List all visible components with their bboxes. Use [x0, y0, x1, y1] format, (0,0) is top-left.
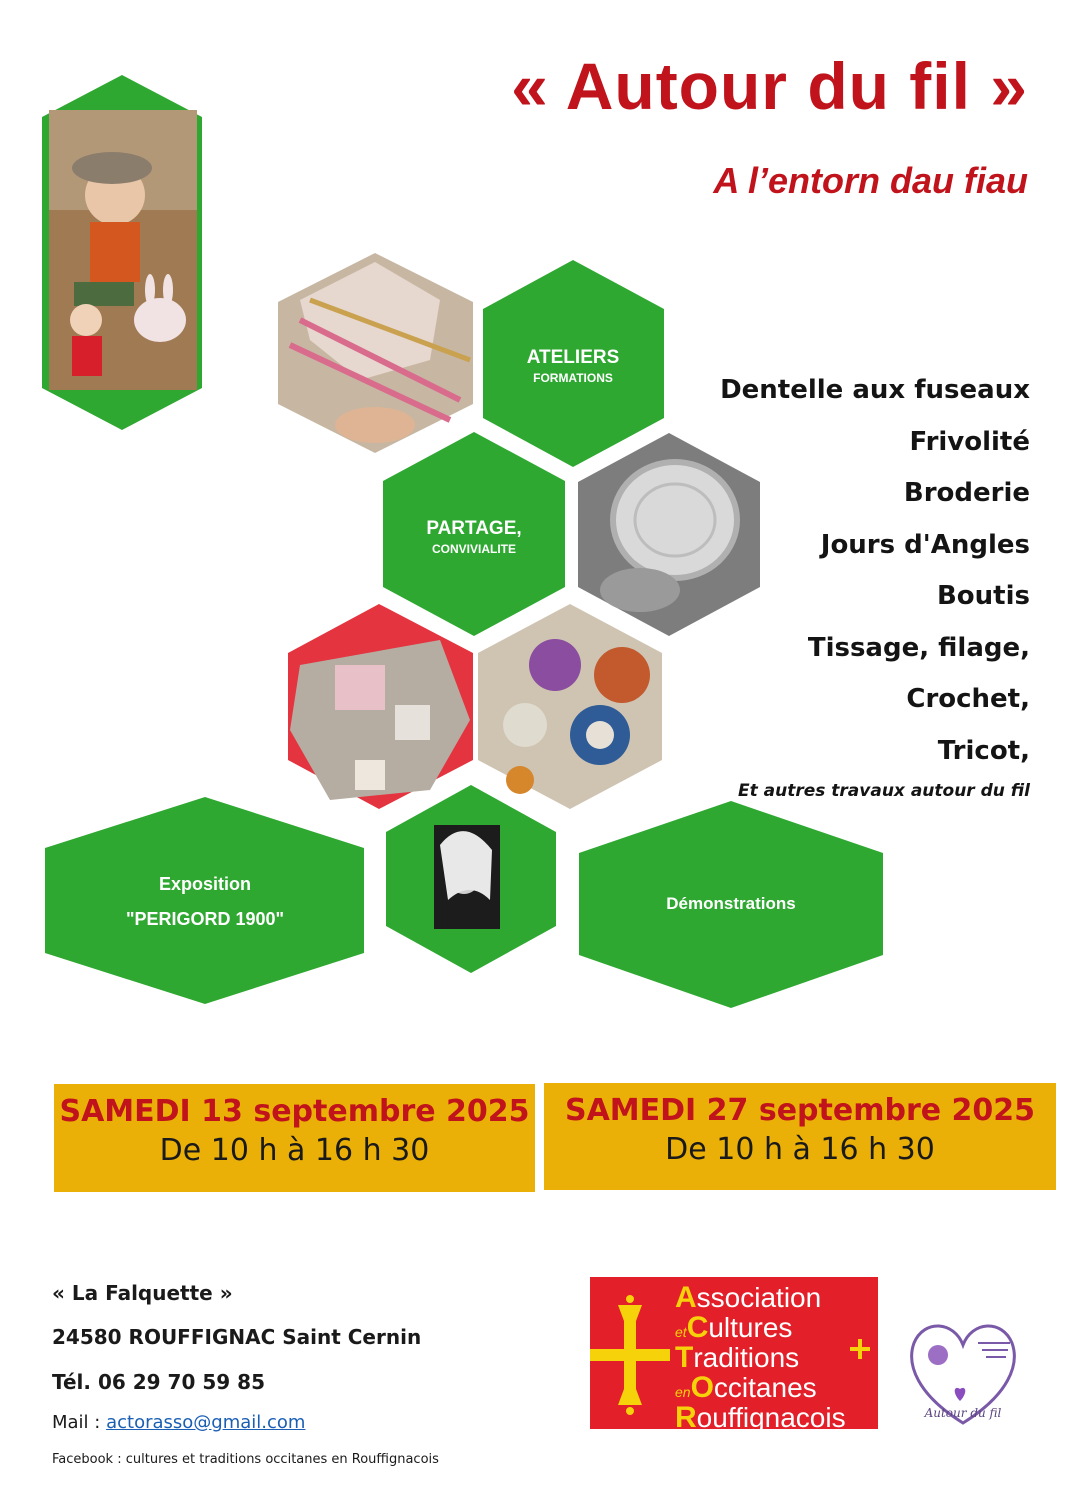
craft-item: Boutis: [936, 581, 1030, 611]
address: 24580 ROUFFIGNAC Saint Cernin: [52, 1325, 422, 1349]
heart-logo-signature: Autour du fil: [924, 1406, 1002, 1420]
craft-item: Tissage, filage,: [807, 632, 1030, 663]
date-hours: De 10 h à 16 h 30: [665, 1132, 935, 1167]
exposition-label: Exposition: [158, 874, 252, 894]
ateliers-label: ATELIERS: [526, 347, 620, 368]
craft-item: Tricot,: [937, 735, 1030, 766]
hex-exposition: [45, 797, 364, 1004]
demonstrations-label: Démonstrations: [666, 894, 796, 913]
crafts-note: Et autres travaux autour du fil: [737, 781, 1030, 801]
facebook-line: Facebook : cultures et traditions occitanes en Rouffignacois: [52, 1452, 439, 1467]
logo-text: Association etCultures Traditions enOccitanes Rouffignacois: [675, 1281, 846, 1434]
perigord-label: "PERIGORD 1900": [125, 909, 285, 929]
hex-ateliers: [483, 260, 664, 467]
date-hours: De 10 h à 16 h 30: [159, 1133, 430, 1168]
heart-logo-icon: [898, 1305, 1028, 1435]
hex-demonstrations: [579, 801, 883, 1008]
hex-tatting-photo: [478, 604, 662, 809]
actor-logo: [590, 1277, 878, 1434]
hex-doll-photo: [42, 75, 202, 430]
hex-lace-table-photo: [288, 604, 473, 809]
hex-bonnet-photo: [386, 785, 556, 973]
hex-bobbin-lace-photo: [278, 253, 473, 453]
phone: Tél. 06 29 70 59 85: [52, 1370, 265, 1394]
date-box-1: [54, 1084, 535, 1192]
formations-label: FORMATIONS: [533, 371, 613, 385]
craft-item: Jours d'Angles: [820, 529, 1030, 560]
craft-item: Dentelle aux fuseaux: [720, 375, 1030, 405]
craft-item: Crochet,: [906, 684, 1030, 714]
partage-label: PARTAGE,: [426, 518, 522, 539]
hex-partage: [383, 432, 565, 636]
craft-item: Broderie: [903, 478, 1030, 508]
date-day: SAMEDI 27 septembre 2025: [564, 1093, 1036, 1128]
convivialite-label: CONVIVIALITE: [431, 542, 517, 556]
page-subtitle: A l’entorn dau fiau: [713, 160, 1028, 201]
mail-line: [52, 1412, 305, 1433]
crafts-list: [720, 365, 1030, 801]
date-box-2: [544, 1083, 1056, 1190]
mail-label: Mail :: [52, 1412, 107, 1433]
email-link[interactable]: actorasso@gmail.com: [106, 1412, 306, 1433]
small-cross-icon: [848, 1337, 872, 1361]
venue-name: « La Falquette »: [52, 1281, 233, 1305]
craft-item: Frivolité: [909, 426, 1030, 457]
date-day: SAMEDI 13 septembre 2025: [59, 1094, 530, 1129]
page-title: « Autour du fil »: [511, 49, 1028, 123]
occitan-cross-icon: [590, 1285, 670, 1425]
